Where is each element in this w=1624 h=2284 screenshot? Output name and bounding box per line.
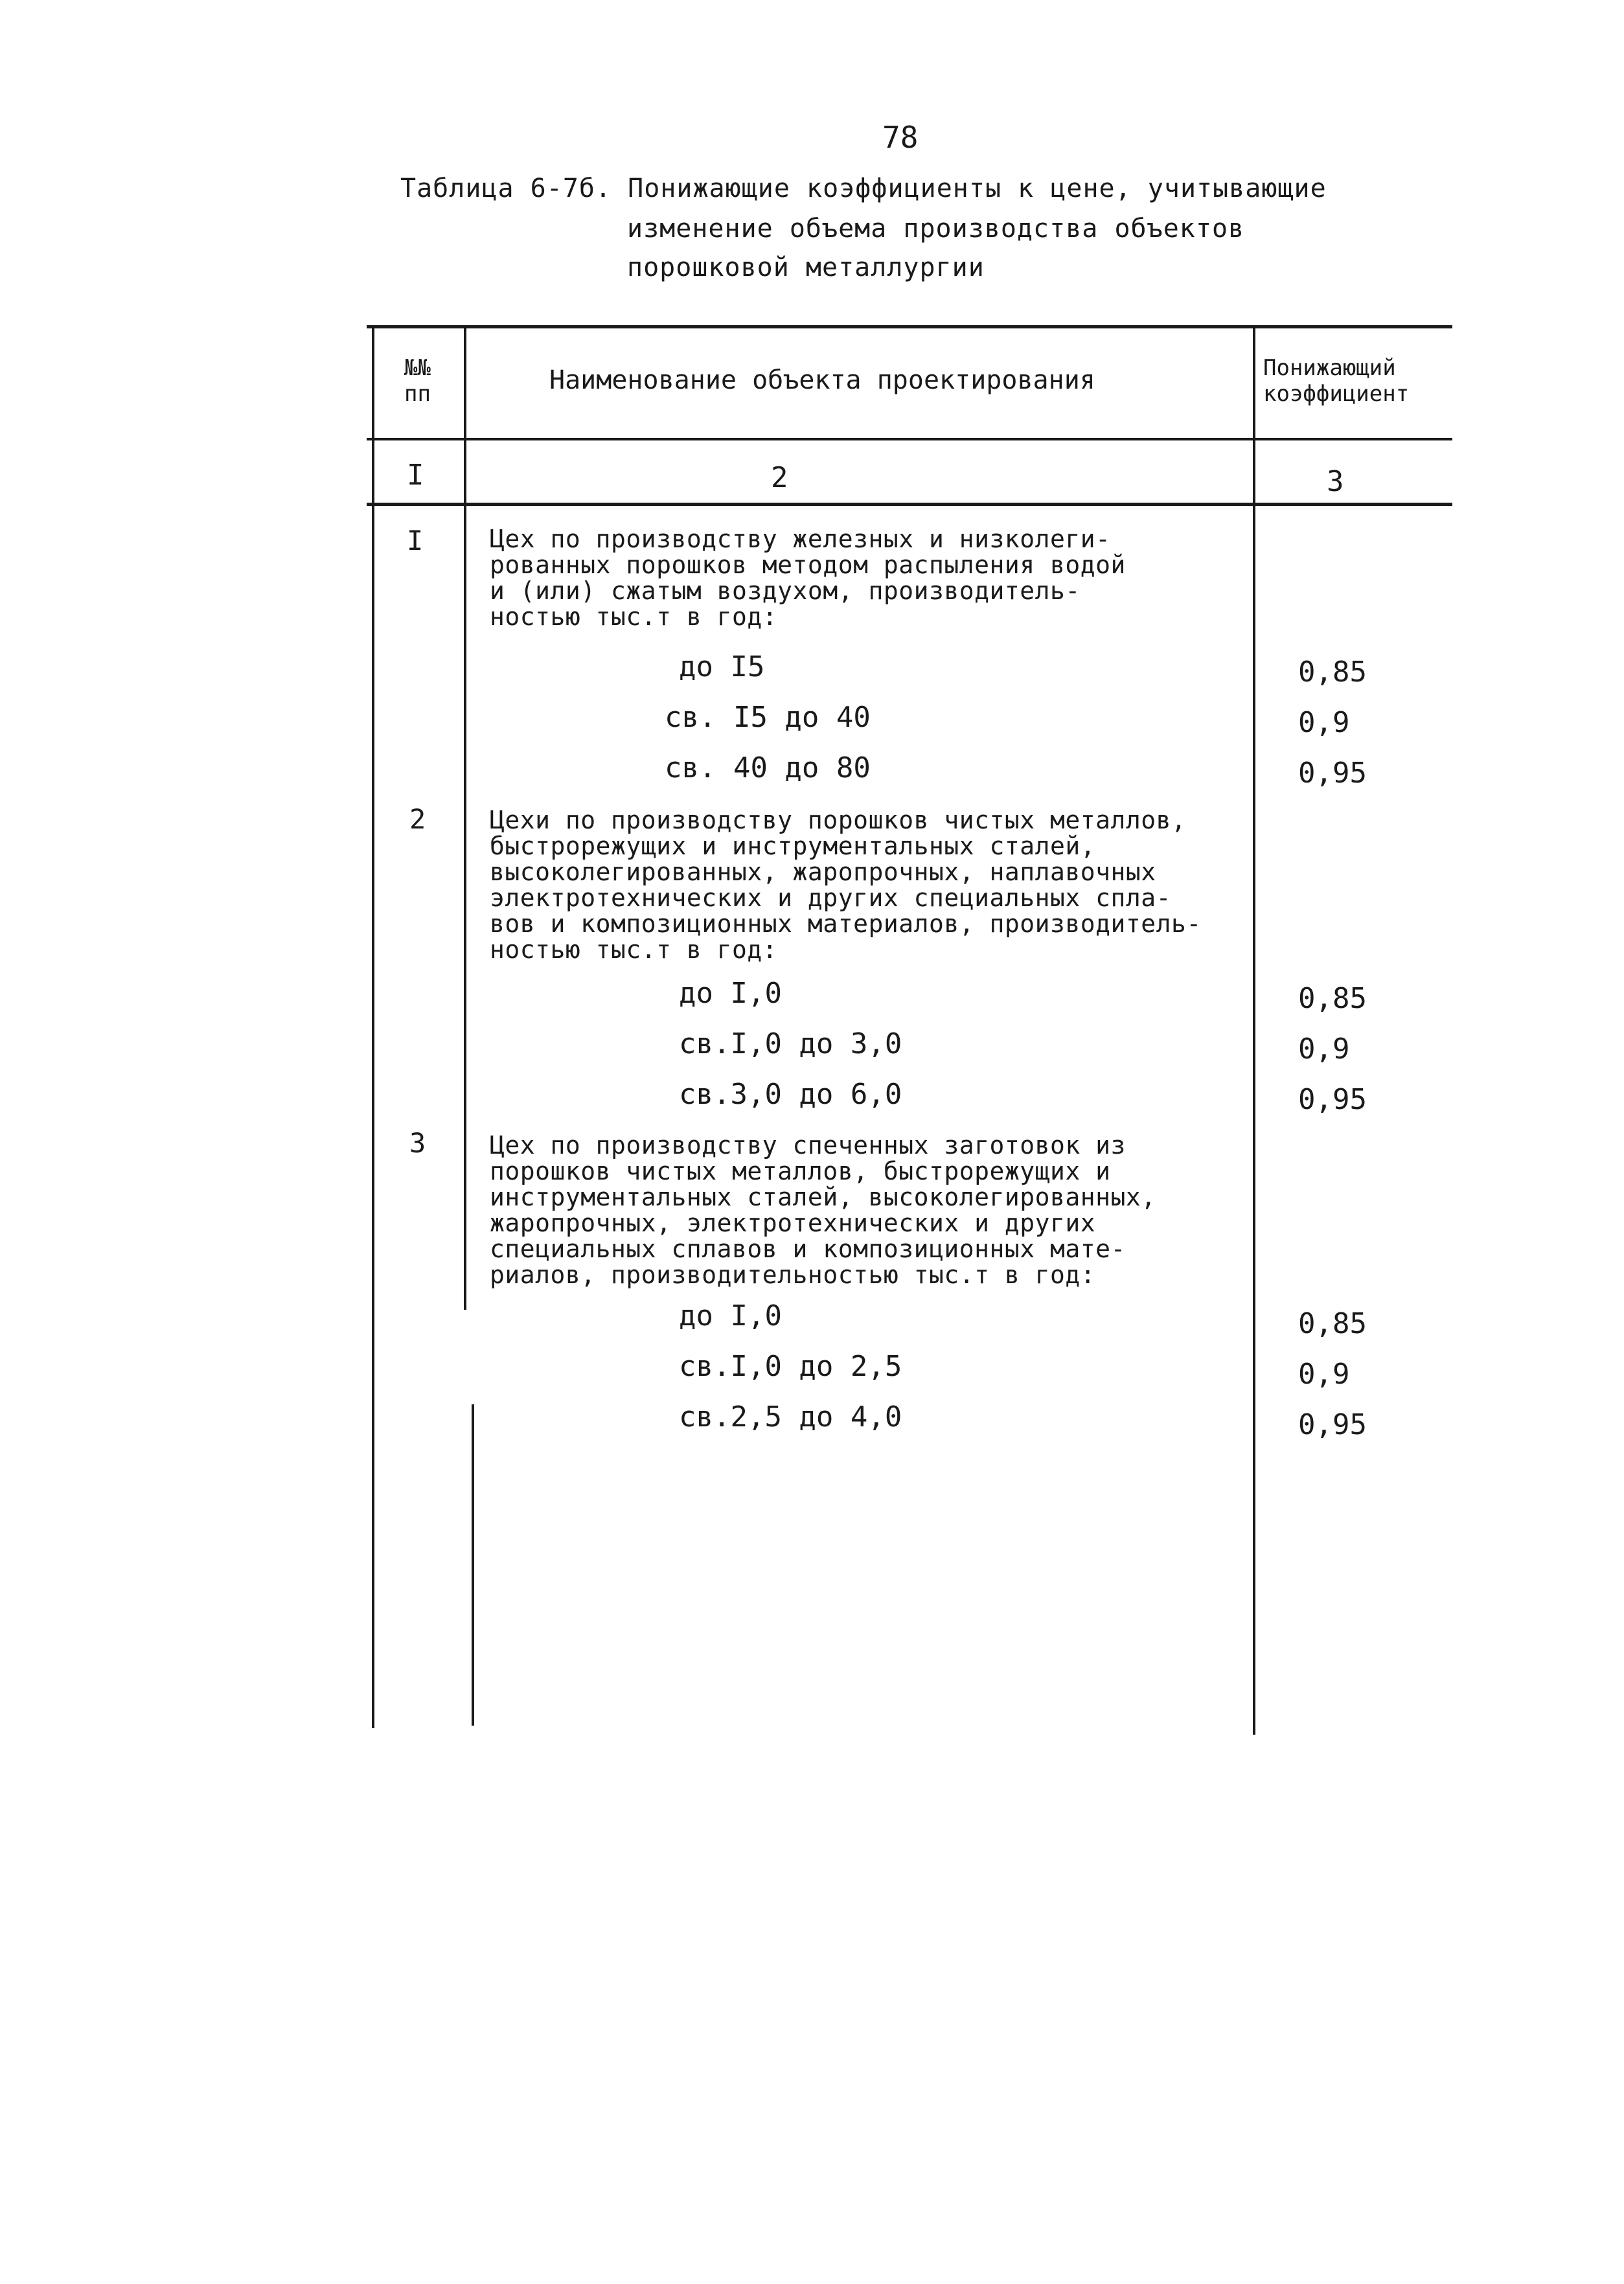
table-caption-line-2: изменение объема производства объектов: [627, 214, 1245, 244]
header-object-name: Наименование объекта проектирования: [549, 365, 1095, 395]
row-description-line: электротехнических и других специальных спла-: [490, 884, 1172, 912]
column-divider-1-upper: [464, 325, 466, 1310]
coefficient-value: 0,9: [1298, 706, 1350, 739]
row-description-line: Цех по производству железных и низколеги-: [490, 525, 1111, 553]
row-description-line: специальных сплавов и композиционных мате-: [490, 1235, 1126, 1263]
coefficient-value: 0,85: [1298, 982, 1367, 1015]
page-number: 78: [882, 120, 919, 155]
row-description-line: быстрорежущих и инструментальных сталей,: [490, 832, 1096, 860]
header-number-line-2: пп: [404, 381, 431, 407]
range-label: до I,0: [679, 977, 782, 1010]
table-caption-line-3: порошковой металлургии: [627, 253, 985, 282]
table-left-border: [372, 325, 374, 1728]
range-label: св.2,5 до 4,0: [679, 1400, 902, 1433]
row-description-line: ностью тыс.т в год:: [490, 602, 778, 631]
coefficient-value: 0,85: [1298, 656, 1367, 689]
row-description-line: Цех по производству спеченных заготовок из: [490, 1131, 1126, 1159]
column-divider-2: [1253, 325, 1255, 1735]
header-number-line-1: №№: [404, 355, 431, 381]
range-label: св. I5 до 40: [665, 701, 871, 734]
header-coefficient-line-1: Понижающий: [1263, 355, 1396, 381]
header-bottom-rule: [367, 438, 1452, 440]
table-caption-line-1: Таблица 6-7б. Понижающие коэффициенты к цене, учитывающие: [400, 174, 1327, 203]
column-number-3: 3: [1327, 465, 1344, 498]
colnum-bottom-rule: [367, 503, 1452, 506]
row-description-line: риалов, производительностью тыс.т в год:: [490, 1261, 1096, 1289]
column-divider-1-lower: [472, 1404, 474, 1726]
range-label: св.3,0 до 6,0: [679, 1078, 902, 1111]
table-top-rule: [367, 325, 1452, 328]
range-label: св.I,0 до 2,5: [679, 1350, 902, 1383]
header-coefficient-line-2: коэффициент: [1263, 381, 1410, 407]
row-number: I: [407, 525, 424, 556]
row-description-line: Цехи по производству порошков чистых металлов,: [490, 806, 1187, 834]
range-label: до I5: [679, 650, 765, 683]
range-label: св.I,0 до 3,0: [679, 1027, 902, 1060]
row-description-line: рованных порошков методом распыления водой: [490, 551, 1126, 579]
row-description-line: и (или) сжатым воздухом, производитель-: [490, 577, 1081, 605]
column-number-1: I: [407, 459, 424, 492]
row-description-line: ностью тыс.т в год:: [490, 935, 778, 964]
column-number-2: 2: [771, 461, 788, 494]
row-description-line: инструментальных сталей, высоколегированных,: [490, 1183, 1156, 1211]
row-number: 3: [409, 1127, 426, 1159]
row-number: 2: [409, 803, 426, 835]
coefficient-value: 0,95: [1298, 1083, 1367, 1116]
row-description-line: высоколегированных, жаропрочных, наплавочных: [490, 858, 1156, 886]
range-label: до I,0: [679, 1299, 782, 1332]
coefficient-value: 0,9: [1298, 1358, 1350, 1391]
coefficient-value: 0,95: [1298, 757, 1367, 790]
coefficient-value: 0,85: [1298, 1307, 1367, 1340]
range-label: св. 40 до 80: [665, 751, 871, 784]
coefficient-value: 0,95: [1298, 1408, 1367, 1441]
row-description-line: порошков чистых металлов, быстрорежущих и: [490, 1157, 1111, 1185]
coefficient-value: 0,9: [1298, 1033, 1350, 1066]
row-description-line: вов и композиционных материалов, производитель-: [490, 909, 1202, 938]
row-description-line: жаропрочных, электротехнических и других: [490, 1209, 1096, 1237]
